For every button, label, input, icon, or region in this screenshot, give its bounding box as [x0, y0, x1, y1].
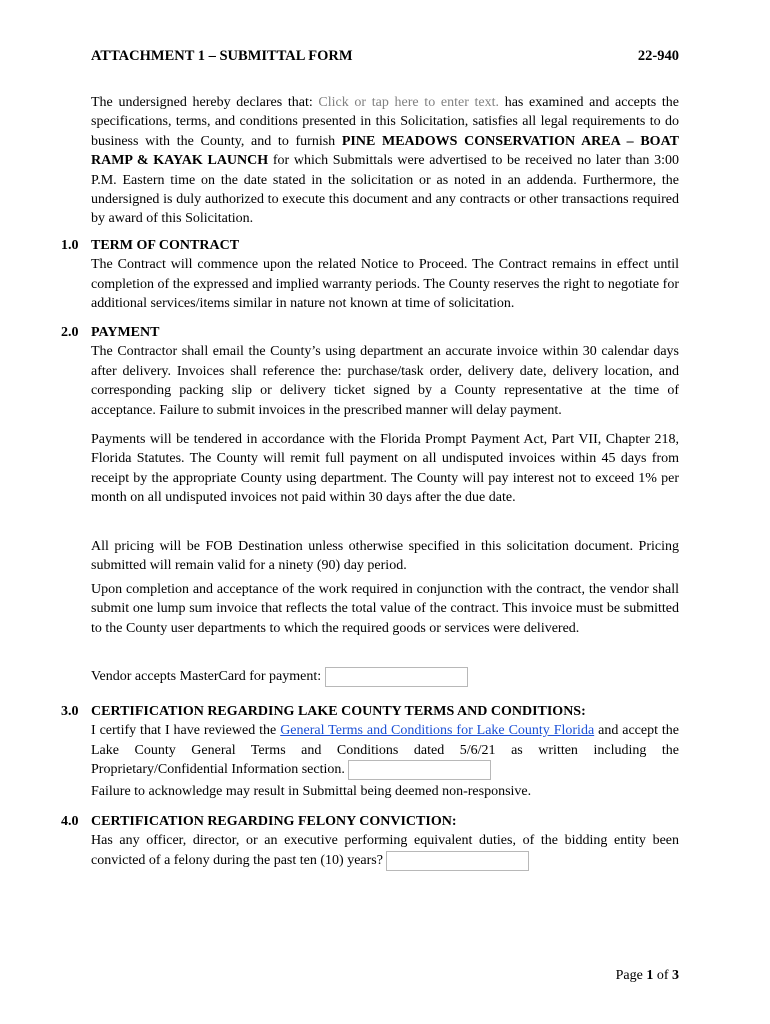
intro-text-b: for which Submittals were advertised to be received no later than 3:00 P.M. Eastern time on the date stated in the solicitation or as noted in an addenda. Furthermore, the undersigned is duly authorized to execute this document and any contracts or other transactions required by award of this Solicitation.	[91, 153, 679, 227]
invoice-paragraph	[91, 580, 679, 638]
payment-terms-paragraph	[91, 430, 679, 508]
mastercard-row	[91, 667, 679, 687]
section-payment	[91, 323, 679, 420]
mastercard-field[interactable]	[325, 667, 468, 687]
terms-note: Failure to acknowledge may result in Submittal being deemed non-responsive.	[91, 784, 532, 799]
solicitation-number: 22-940	[637, 48, 679, 64]
section-heading: CERTIFICATION REGARDING LAKE COUNTY TERMS AND CONDITIONS:	[91, 704, 586, 719]
form-title: ATTACHMENT 1 – SUBMITTAL FORM	[91, 48, 353, 64]
section-term-of-contract	[91, 236, 679, 314]
terms-text-a: I certify that I have reviewed the	[91, 723, 281, 739]
section-terms-certification	[91, 702, 679, 780]
page-header	[91, 47, 679, 66]
intro-text-a: has examined and accepts the specifications, terms, and conditions presented in this Solicitation, satisfies all legal requirements to do business with the County, and to furnish	[91, 95, 680, 149]
terms-acknowledge-field[interactable]	[348, 760, 491, 780]
vendor-name-field[interactable]: Click or tap here to enter text.	[318, 95, 500, 110]
section-number: 4.0	[61, 814, 79, 829]
section-paragraph: Upon completion and acceptance of the work required in conjunction with the contract, the vendor shall submit one lump sum invoice that reflects the total value of the contract. This invoice must be submitted to the County user departments to which the required goods or services were delivered.	[91, 582, 679, 636]
section-heading: PAYMENT	[91, 325, 160, 340]
terms-link[interactable]: General Terms and Conditions for Lake County Florida	[280, 723, 595, 739]
terms-note-row	[91, 782, 679, 801]
project-name: PINE MEADOWS CONSERVATION AREA – BOAT RAMP & KAYAK LAUNCH	[91, 133, 679, 169]
section-paragraph: All pricing will be FOB Destination unless otherwise specified in this solicitation document. Pricing submitted will remain valid for a ninety (90) day period.	[91, 539, 679, 574]
page-footer	[616, 966, 679, 985]
intro-paragraph	[91, 93, 679, 229]
section-paragraph: The Contract will commence upon the related Notice to Proceed. The Contract remains in effect until completion of the expressed and implied warranty periods. The County reserves the right to negotiate for additional services/items similar in nature not known at time of solicitation.	[91, 257, 679, 312]
of-word: of	[653, 968, 672, 983]
felony-answer-field[interactable]	[386, 851, 529, 871]
pricing-paragraph	[91, 537, 679, 576]
section-paragraph: Payments will be tendered in accordance with the Florida Prompt Payment Act, Part VII, Chapter 218, Florida Statutes. The County will remit full payment on all undisputed invoices within 45 days from receipt by the appropriate County using department. The County will pay interest not to exceed 1% per month on all undisputed invoices not paid within 30 days after the due date.	[91, 432, 679, 506]
section-heading: TERM OF CONTRACT	[91, 238, 240, 253]
terms-text-b: and accept the Lake County General Terms and Conditions dated 5/6/21 as written including the Proprietary/Confidential Information section.	[91, 723, 680, 778]
section-number: 3.0	[61, 704, 79, 719]
section-heading: CERTIFICATION REGARDING FELONY CONVICTION:	[91, 814, 457, 829]
current-page: 1	[646, 968, 654, 983]
total-pages: 3	[672, 968, 679, 983]
felony-question: Has any officer, director, or an executive performing equivalent duties, of the bidding entity been convicted of a felony during the past ten (10) years?	[91, 833, 679, 869]
intro-lead: The undersigned hereby declares that:	[91, 95, 313, 110]
section-felony-certification	[91, 812, 679, 871]
section-paragraph: The Contractor shall email the County’s using department an accurate invoice within 30 calendar days after delivery. Invoices shall reference the: purchase/task order, delivery date, delivery location, and corresponding packing slip or delivery ticket signed by a County representative at the time of acceptance. Failure to submit invoices in the prescribed manner will delay payment.	[91, 344, 679, 418]
section-number: 1.0	[61, 238, 79, 253]
page-word: Page	[615, 968, 647, 983]
section-number: 2.0	[61, 325, 79, 340]
mastercard-label: Vendor accepts MasterCard for payment:	[91, 669, 322, 685]
